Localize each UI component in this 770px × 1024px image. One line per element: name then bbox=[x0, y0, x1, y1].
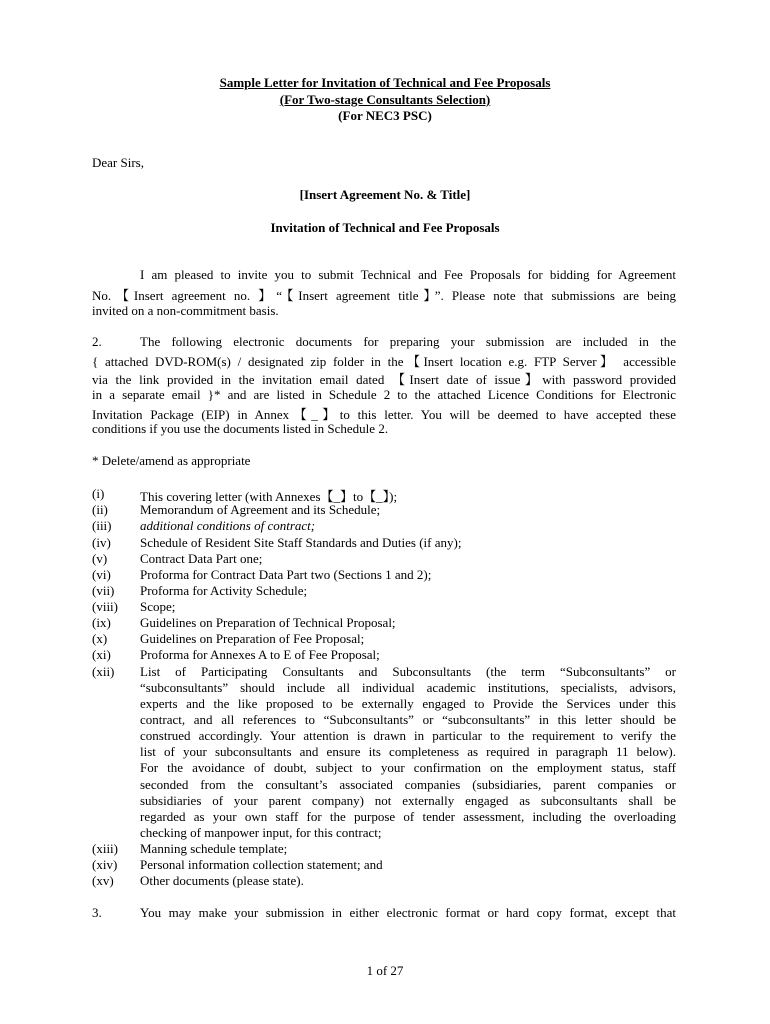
list-item-number: (ix) bbox=[92, 615, 111, 630]
paragraph-2-number: 2. bbox=[92, 334, 102, 349]
list-item-number: (xv) bbox=[92, 873, 114, 888]
list-item-number: (viii) bbox=[92, 599, 118, 614]
list-item-text: Proforma for Annexes A to E of Fee Proposal; bbox=[140, 647, 380, 662]
list-item-number: (iii) bbox=[92, 518, 112, 533]
list-item-text: Other documents (please state). bbox=[140, 873, 304, 888]
agreement-heading: [Insert Agreement No. & Title] bbox=[299, 187, 471, 202]
paragraph-1-line: No.【Insert agreement no. 】“【Insert agreement title】”. Please note that submissions are being bbox=[92, 288, 676, 303]
list-item-text: list of your subconsultants and ensure its completeness as required in paragraph 11 below). bbox=[140, 744, 676, 759]
paragraph-2-line: via the link provided in the invitation email dated 【Insert date of issue】with password provided bbox=[92, 372, 676, 387]
list-item-number: (xi) bbox=[92, 647, 111, 662]
list-item-text: construed accordingly. Your attention is drawn in particular to the requirement to verify the bbox=[140, 728, 676, 743]
list-item-text: Proforma for Activity Schedule; bbox=[140, 583, 308, 598]
salutation: Dear Sirs, bbox=[92, 155, 144, 170]
list-item-number: (i) bbox=[92, 486, 105, 501]
paragraph-3-line: You may make your submission in either electronic format or hard copy format, except that bbox=[140, 905, 676, 920]
paragraph-3-number: 3. bbox=[92, 905, 102, 920]
list-item-text: List of Participating Consultants and Subconsultants (the term “Subconsultants” or bbox=[140, 664, 676, 679]
list-item-text: additional conditions of contract; bbox=[140, 518, 316, 533]
list-item-text: Memorandum of Agreement and its Schedule; bbox=[140, 502, 381, 517]
list-item-number: (xiii) bbox=[92, 841, 118, 856]
list-item-text: checking of manpower input, for this contract; bbox=[140, 825, 382, 840]
subject-heading: Invitation of Technical and Fee Proposals bbox=[270, 220, 500, 235]
list-item-text: subsidiaries of your parent company) not externally engaged as subconsultants shall be bbox=[140, 793, 676, 808]
list-item-text: “subconsultants” should include all individual academic institutions, specialists, advisors, bbox=[140, 680, 676, 695]
page-number: 1 of 27 bbox=[366, 963, 404, 978]
paragraph-1-line: I am pleased to invite you to submit Technical and Fee Proposals for bidding for Agreement bbox=[140, 267, 676, 282]
list-item-text: Guidelines on Preparation of Fee Proposal; bbox=[140, 631, 365, 646]
title-line-2: (For Two-stage Consultants Selection) bbox=[279, 92, 491, 107]
list-item-text: regarded as your own staff for the purpose of tender assessment, including the overloading bbox=[140, 809, 676, 824]
list-item-text: Guidelines on Preparation of Technical Proposal; bbox=[140, 615, 396, 630]
list-item-text: experts and the like proposed to be externally engaged to Provide the Services under this bbox=[140, 696, 676, 711]
title-line-3: (For NEC3 PSC) bbox=[338, 108, 432, 123]
list-item-number: (ii) bbox=[92, 502, 108, 517]
paragraph-2-line: in a separate email }* and are listed in Schedule 2 to the attached Licence Conditions for Electronic bbox=[92, 387, 676, 402]
list-item-text: Personal information collection statement; and bbox=[140, 857, 383, 872]
paragraph-2-line: { attached DVD-ROM(s) / designated zip folder in the【Insert location e.g. FTP Server】 accessible bbox=[92, 354, 676, 369]
list-item-text: Contract Data Part one; bbox=[140, 551, 263, 566]
paragraph-2-line: Invitation Package (EIP) in Annex【_】to this letter. You will be deemed to have accepted these bbox=[92, 407, 676, 422]
list-item-number: (xiv) bbox=[92, 857, 118, 872]
list-item-number: (xii) bbox=[92, 664, 115, 679]
paragraph-1-line: invited on a non-commitment basis. bbox=[92, 303, 279, 318]
list-item-text: Schedule of Resident Site Staff Standards and Duties (if any); bbox=[140, 535, 462, 550]
list-item-text: Scope; bbox=[140, 599, 176, 614]
delete-amend-note: * Delete/amend as appropriate bbox=[92, 453, 251, 468]
list-item-text: Manning schedule template; bbox=[140, 841, 288, 856]
list-item-text: seconded from the consultant’s associated companies (subsidiaries, parent companies or bbox=[140, 777, 676, 792]
paragraph-2-line: The following electronic documents for preparing your submission are included in the bbox=[140, 334, 676, 349]
list-item-text: contract, and all references to “Subconsultants” or “subconsultants” in this letter should be bbox=[140, 712, 676, 727]
list-item-text: For the avoidance of doubt, subject to your confirmation on the employment status, staff bbox=[140, 760, 676, 775]
list-item-number: (vi) bbox=[92, 567, 111, 582]
list-item-number: (x) bbox=[92, 631, 108, 646]
list-item-text: Proforma for Contract Data Part two (Sections 1 and 2); bbox=[140, 567, 432, 582]
title-line-1: Sample Letter for Invitation of Technical and Fee Proposals bbox=[219, 75, 551, 90]
list-item-number: (v) bbox=[92, 551, 108, 566]
list-item-number: (vii) bbox=[92, 583, 115, 598]
list-item-number: (iv) bbox=[92, 535, 111, 550]
paragraph-2-line: conditions if you use the documents listed in Schedule 2. bbox=[92, 421, 389, 436]
list-item-text: This covering letter (with Annexes【_】to【_】); bbox=[140, 489, 398, 504]
